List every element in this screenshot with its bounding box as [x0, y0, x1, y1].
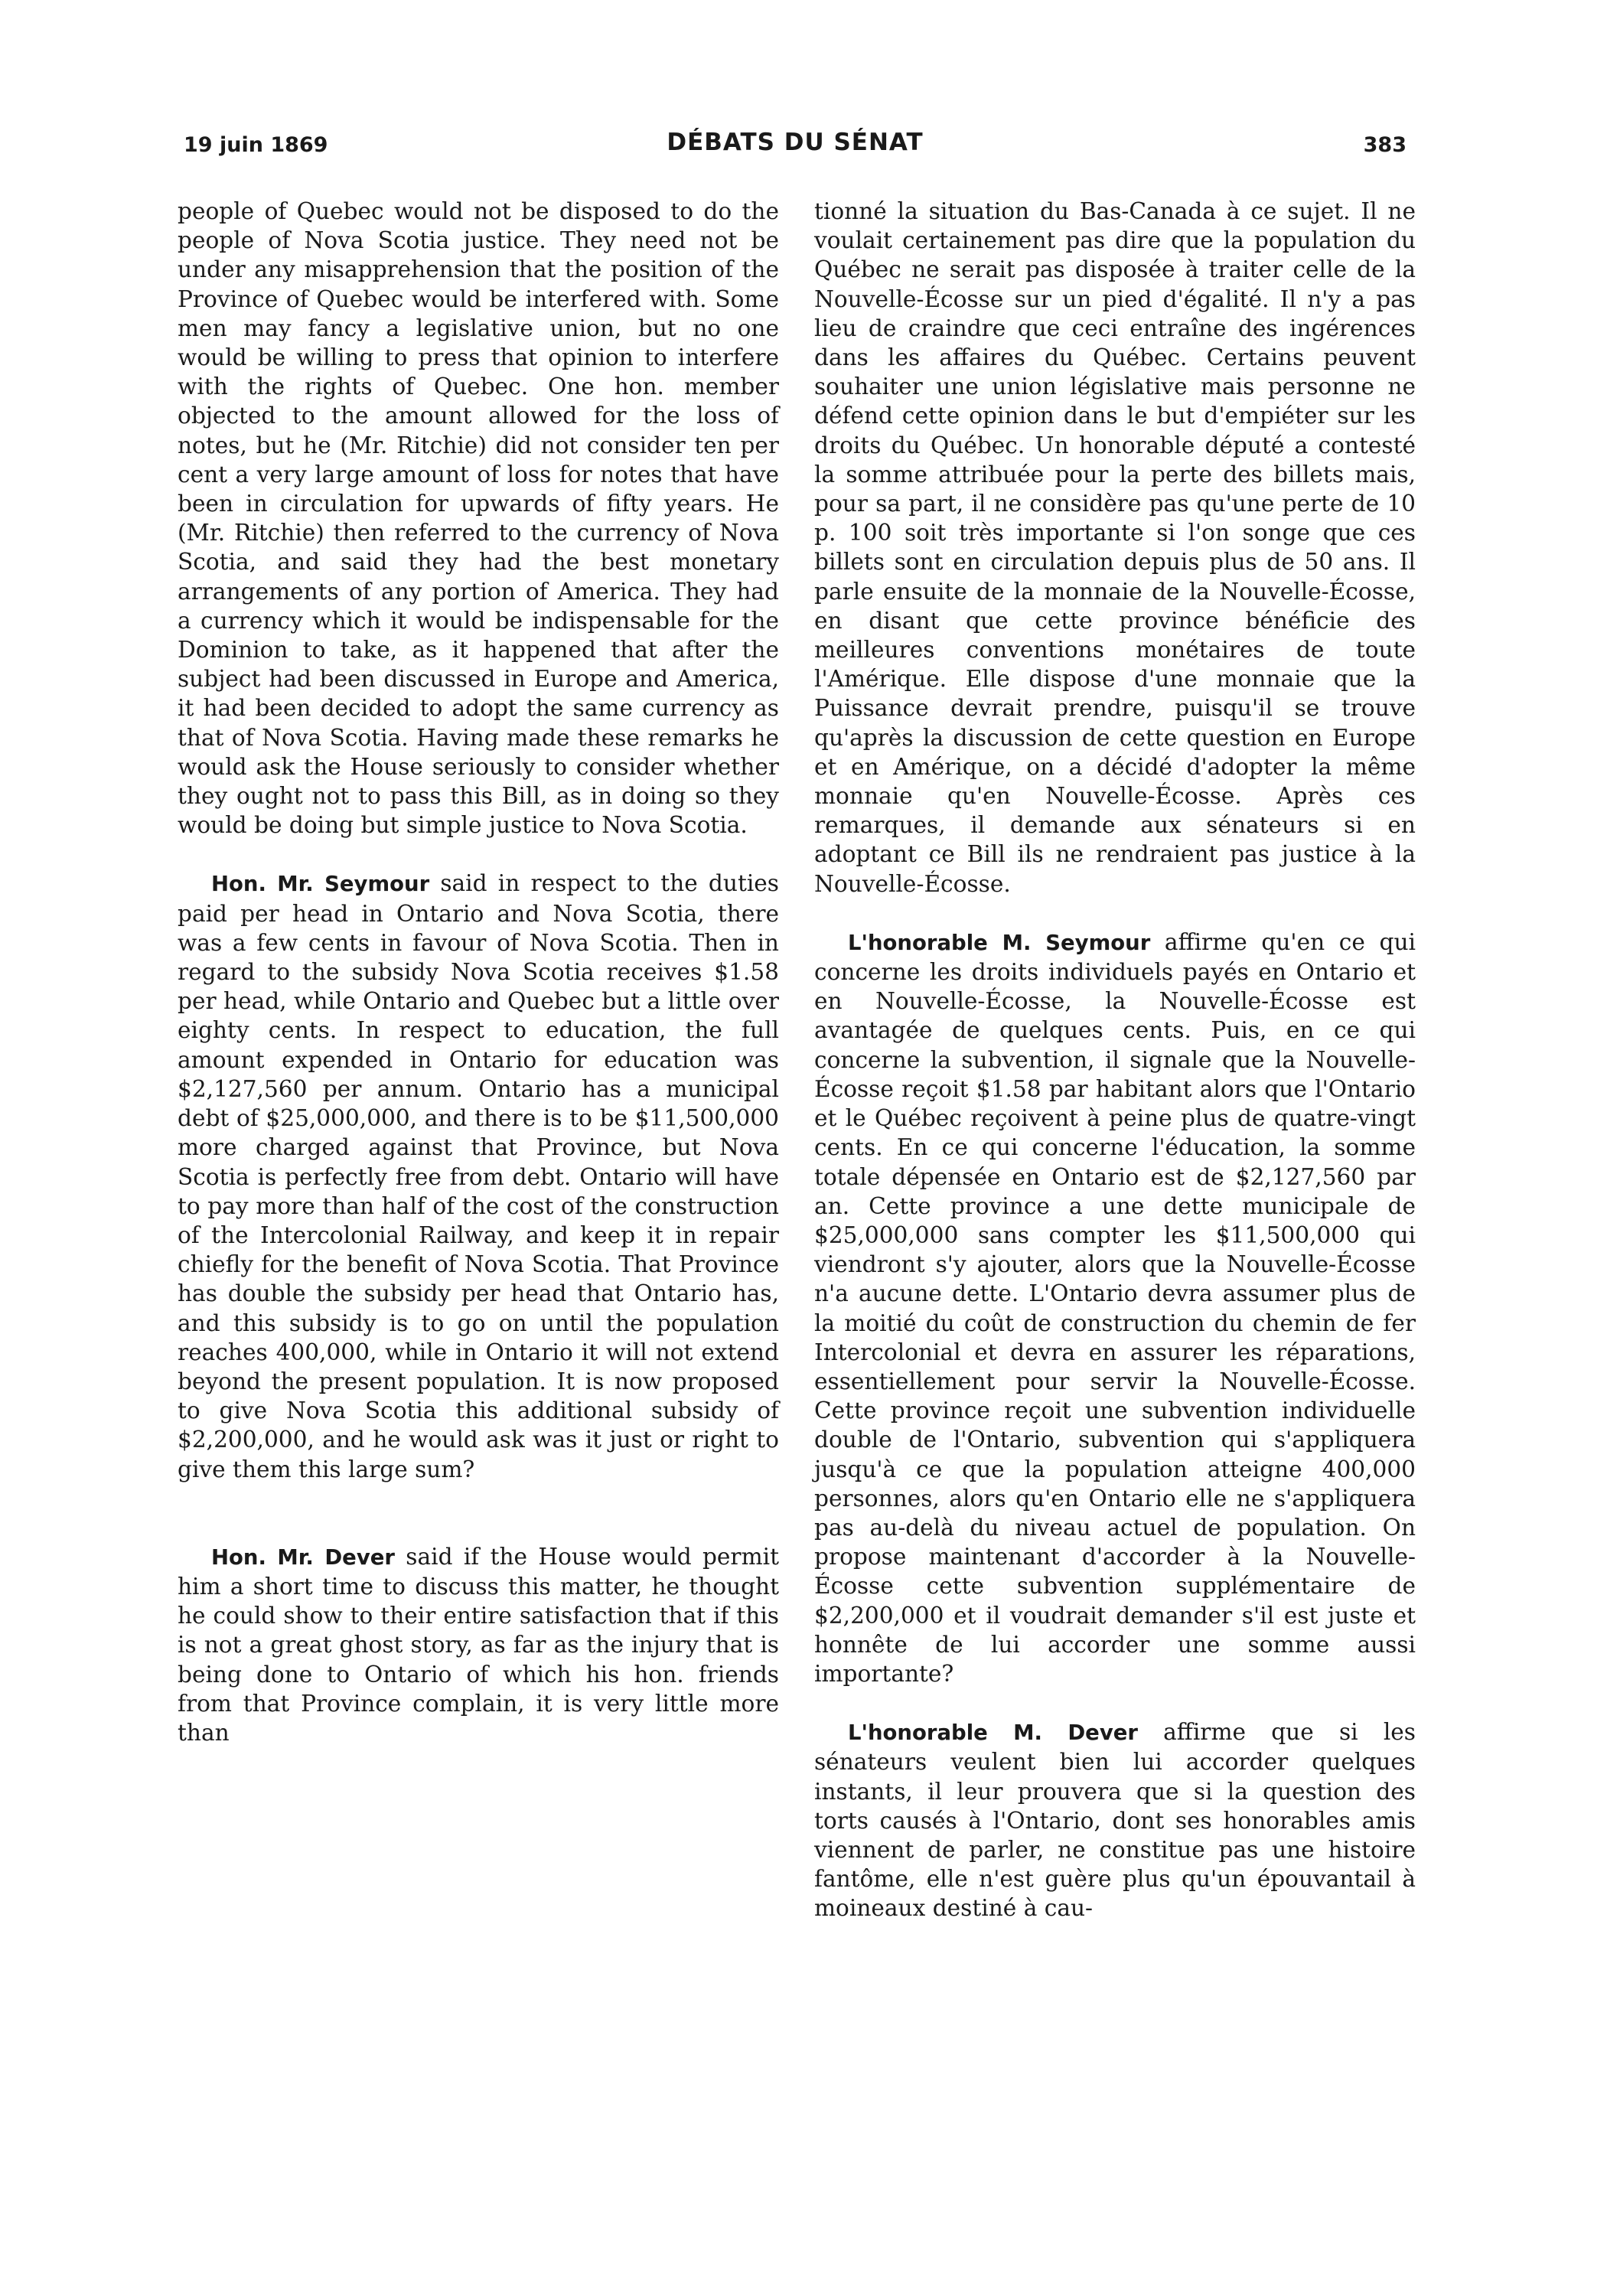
- speaker-name: L'honorable M. Seymour: [848, 930, 1151, 955]
- speaker-name: L'honorable M. Dever: [848, 1720, 1138, 1746]
- english-column: [178, 197, 779, 1747]
- header-title: DÉBATS DU SÉNAT: [667, 129, 924, 156]
- french-column: [814, 197, 1416, 1923]
- english-paragraph-2: [178, 869, 779, 1483]
- english-paragraph-3: [178, 1542, 779, 1747]
- french-paragraph-2: [814, 928, 1416, 1688]
- speaker-name: Hon. Mr. Seymour: [211, 872, 430, 897]
- paragraph-text: said if the House would permit him a short time to discuss this matter, he thought he could show to their entire satisfaction that if this is not a great ghost story, as far as the injury that is being done to Ontario of which his hon. friends from that Province complain, it is very little more than: [178, 1543, 779, 1746]
- paragraph-text: said in respect to the duties paid per head in Ontario and Nova Scotia, there was a few cents in favour of Nova Scotia. Then in regard to the subsidy Nova Scotia receives $1.58 per head, while Ontario and Quebec but a little over eighty cents. In respect to education, the full amount expended in Ontario for education was $2,127,560 per annum. Ontario has a municipal debt of $25,000,000, and there is to be $11,500,000 more charged against that Province, but Nova Scotia is perfectly free from debt. Ontario will have to pay more than half of the cost of the construction of the Intercolonial Railway, and keep it in repair chiefly for the benefit of Nova Scotia. That Province has double the subsidy per head that Ontario has, and this subsidy is to go on until the population reaches 400,000, while in Ontario it will not extend beyond the present population. It is now proposed to give Nova Scotia this additional subsidy of $2,200,000, and he would ask was it just or right to give them this large sum?: [178, 870, 779, 1482]
- page-header: [184, 129, 1407, 162]
- english-paragraph-1: people of Quebec would not be disposed to do the people of Nova Scotia justice. They need not be under any misapprehension that the position of the Province of Quebec would be interfered with. Some men may fancy a legislative union, but no one would be willing to press that opinion to interfere with the rights of Quebec. One hon. member objected to the amount allowed for the loss of notes, but he (Mr. Ritchie) did not consider ten per cent a very large amount of loss for notes that have been in circulation for upwards of fifty years. He (Mr. Ritchie) then referred to the currency of Nova Scotia, and said they had the best monetary arrangements of any portion of America. They had a currency which it would be indispensable for the Dominion to take, as it happened that after the subject had been discussed in Europe and America, it had been decided to adopt the same currency as that of Nova Scotia. Having made these remarks he would ask the House seriously to consider whether they ought not to pass this Bill, as in doing so they would be doing but simple justice to Nova Scotia.: [178, 198, 779, 839]
- header-date: 19 juin 1869: [184, 133, 328, 157]
- speaker-name: Hon. Mr. Dever: [211, 1544, 395, 1570]
- paragraph-text: affirme que si les sénateurs veulent bien lui accorder quelques instants, il leur prouvera que si la question des torts causés à l'Ontario, dont ses honorables amis viennent de parler, ne constitue pas une histoire fantôme, elle n'est guère plus qu'un épouvantail à moineaux destiné à cau-: [814, 1719, 1416, 1922]
- page-number: 383: [1363, 133, 1407, 157]
- paragraph-text: affirme qu'en ce qui concerne les droits individuels payés en Ontario et en Nouvelle-Écosse, la Nouvelle-Écosse est avantagée de quelques cents. Puis, en ce qui concerne la subvention, il signale que la Nouvelle-Écosse reçoit $1.58 par habitant alors que l'Ontario et le Québec reçoivent à peine plus de quatre-vingt cents. En ce qui concerne l'éducation, la somme totale dépensée en Ontario est de $2,127,560 par an. Cette province a une dette municipale de $25,000,000 sans compter les $11,500,000 qui viendront s'y ajouter, alors que la Nouvelle-Écosse n'a aucune dette. L'Ontario devra assumer plus de la moitié du coût de construction du chemin de fer Intercolonial et devra en assurer les réparations, essentiellement pour servir la Nouvelle-Écosse. Cette province reçoit une subvention individuelle double de l'Ontario, subvention qui s'appliquera jusqu'à ce que la population atteigne 400,000 personnes, alors qu'en Ontario elle ne s'appliquera pas au-delà du niveau actuel de population. On propose maintenant d'accorder à la Nouvelle-Écosse cette subvention supplémentaire de $2,200,000 et il voudrait demander s'il est juste et honnête de lui accorder une somme aussi importante?: [814, 928, 1416, 1687]
- french-paragraph-1: tionné la situation du Bas-Canada à ce sujet. Il ne voulait certainement pas dire que la population du Québec ne serait pas disposée à traiter celle de la Nouvelle-Écosse sur un pied d'égalité. Il n'y a pas lieu de craindre que ceci entraîne des ingérences dans les affaires du Québec. Certains peuvent souhaiter une union législative mais personne ne défend cette opinion dans le but d'empiéter sur les droits du Québec. Un honorable député a contesté la somme attribuée pour la perte des billets mais, pour sa part, il ne considère pas qu'une perte de 10 p. 100 soit très importante si l'on songe que ces billets sont en circulation depuis plus de 50 ans. Il parle ensuite de la monnaie de la Nouvelle-Écosse, en disant que cette province bénéficie des meilleures conventions monétaires de toute l'Amérique. Elle dispose d'une monnaie que la Puissance devrait prendre, puisqu'il se trouve qu'après la discussion de cette question en Europe et en Amérique, on a décidé d'adopter la même monnaie qu'en Nouvelle-Écosse. Après ces remarques, il demande aux sénateurs si en adoptant ce Bill ils ne rendraient pas justice à la Nouvelle-Écosse.: [814, 198, 1416, 897]
- french-paragraph-3: [814, 1717, 1416, 1923]
